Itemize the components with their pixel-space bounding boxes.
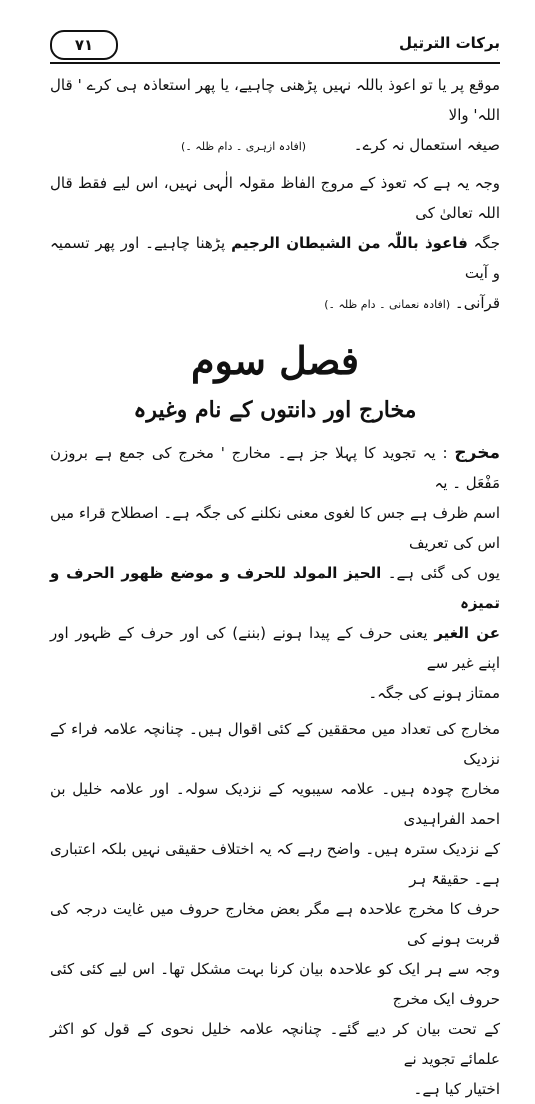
definition-paragraph: [50, 438, 500, 708]
text-line: ممتاز ہونے کی جگہ۔: [368, 684, 500, 702]
text-line: جگہ: [473, 234, 500, 252]
arabic-definition: عن الغیر: [434, 624, 500, 642]
book-title: بركات الترتيل: [399, 34, 500, 52]
body-paragraph: [50, 714, 500, 1104]
text-line: کے نزدیک سترہ ہیں۔ واضح رہے کہ یہ اختلاف حقیقی نہیں بلکہ اعتباری ہے۔ حقیقۃً ہر: [50, 840, 500, 888]
text-line: مخارج کی تعداد میں محققین کے کئی اقوال ہیں۔ چنانچہ علامہ فراء کے نزدیک: [50, 720, 500, 768]
section-title: فصل سوم: [190, 338, 360, 383]
text-line: موقع پر یا تو اعوذ باللہ نہیں پڑھنی چاہیے، یا پھر استعاذہ ہی کرے ' قال اللہ' والا: [50, 76, 500, 124]
top-paragraph-2: [50, 168, 500, 320]
page-number-badge: ٧١: [50, 30, 118, 60]
page-header: [50, 30, 500, 64]
attribution-note: (افادہ نعمانی ۔ دام ظلہ ۔): [324, 298, 451, 311]
attribution-note: (افادہ ازہری ۔ دام ظلہ ۔): [181, 140, 307, 153]
arabic-quote: فاعوذ باللّٰہ من الشیطان الرجیم: [231, 234, 468, 252]
text-line: اسم ظرف ہے جس کا لغوی معنی نکلنے کی جگہ ہے۔ اصطلاح قراء میں اس کی تعریف: [50, 504, 500, 552]
page-content: [50, 70, 500, 1104]
text-line: مخارج چودہ ہیں۔ علامہ سیبویہ کے نزدیک سولہ۔ اور علامہ خلیل بن احمد الفراہیدی: [50, 780, 500, 828]
text-line: اختیار کیا ہے۔: [413, 1080, 500, 1098]
text-line: صیغہ استعمال نہ کرے۔: [353, 136, 500, 154]
text-line: وجہ سے ہر ایک کو علاحدہ بیان کرنا بہت مشکل تھا۔ اس لیے کئی کئی حروف ایک مخرج: [50, 960, 500, 1008]
top-paragraph-1: [50, 70, 500, 162]
text-line: قرآنی۔: [454, 294, 500, 312]
text-line: یعنی حرف کے پیدا ہونے (بننے) کی اور حرف کے ظہور اور اپنے غیر سے: [50, 624, 500, 672]
text-line: حرف کا مخرج علاحدہ ہے مگر بعض مخارج حروف میں غایت درجہ کی قربت ہونے کی: [50, 900, 500, 948]
header-divider: [50, 62, 500, 64]
section-subtitle: مخارج اور دانتوں کے نام وغیرہ: [133, 397, 417, 423]
definition-term: مخرج: [454, 443, 500, 463]
text-line: : یہ تجوید کا پہلا جز ہے۔ مخارج ' مخرج کی جمع ہے بروزن مَفْعَل ۔ یہ: [50, 444, 500, 492]
text-line: وجہ یہ ہے کہ تعوذ کے مروج الفاظ مقولہ الٰہی نہیں، اس لیے فقط قال اللہ تعالیٰ کی: [50, 174, 500, 222]
text-line: پڑھنا چاہیے۔ اور پھر تسمیہ و آیت: [50, 234, 500, 282]
arabic-definition: الحیز المولد للحرف و موضع ظهور الحرف و تمیزہ: [50, 564, 500, 612]
text-line: یوں کی گئی ہے۔: [387, 564, 500, 582]
text-line: کے تحت بیان کر دیے گئے۔ چنانچہ علامہ خلیل نحوی کے قول کو اکثر علمائے تجوید نے: [50, 1020, 500, 1068]
